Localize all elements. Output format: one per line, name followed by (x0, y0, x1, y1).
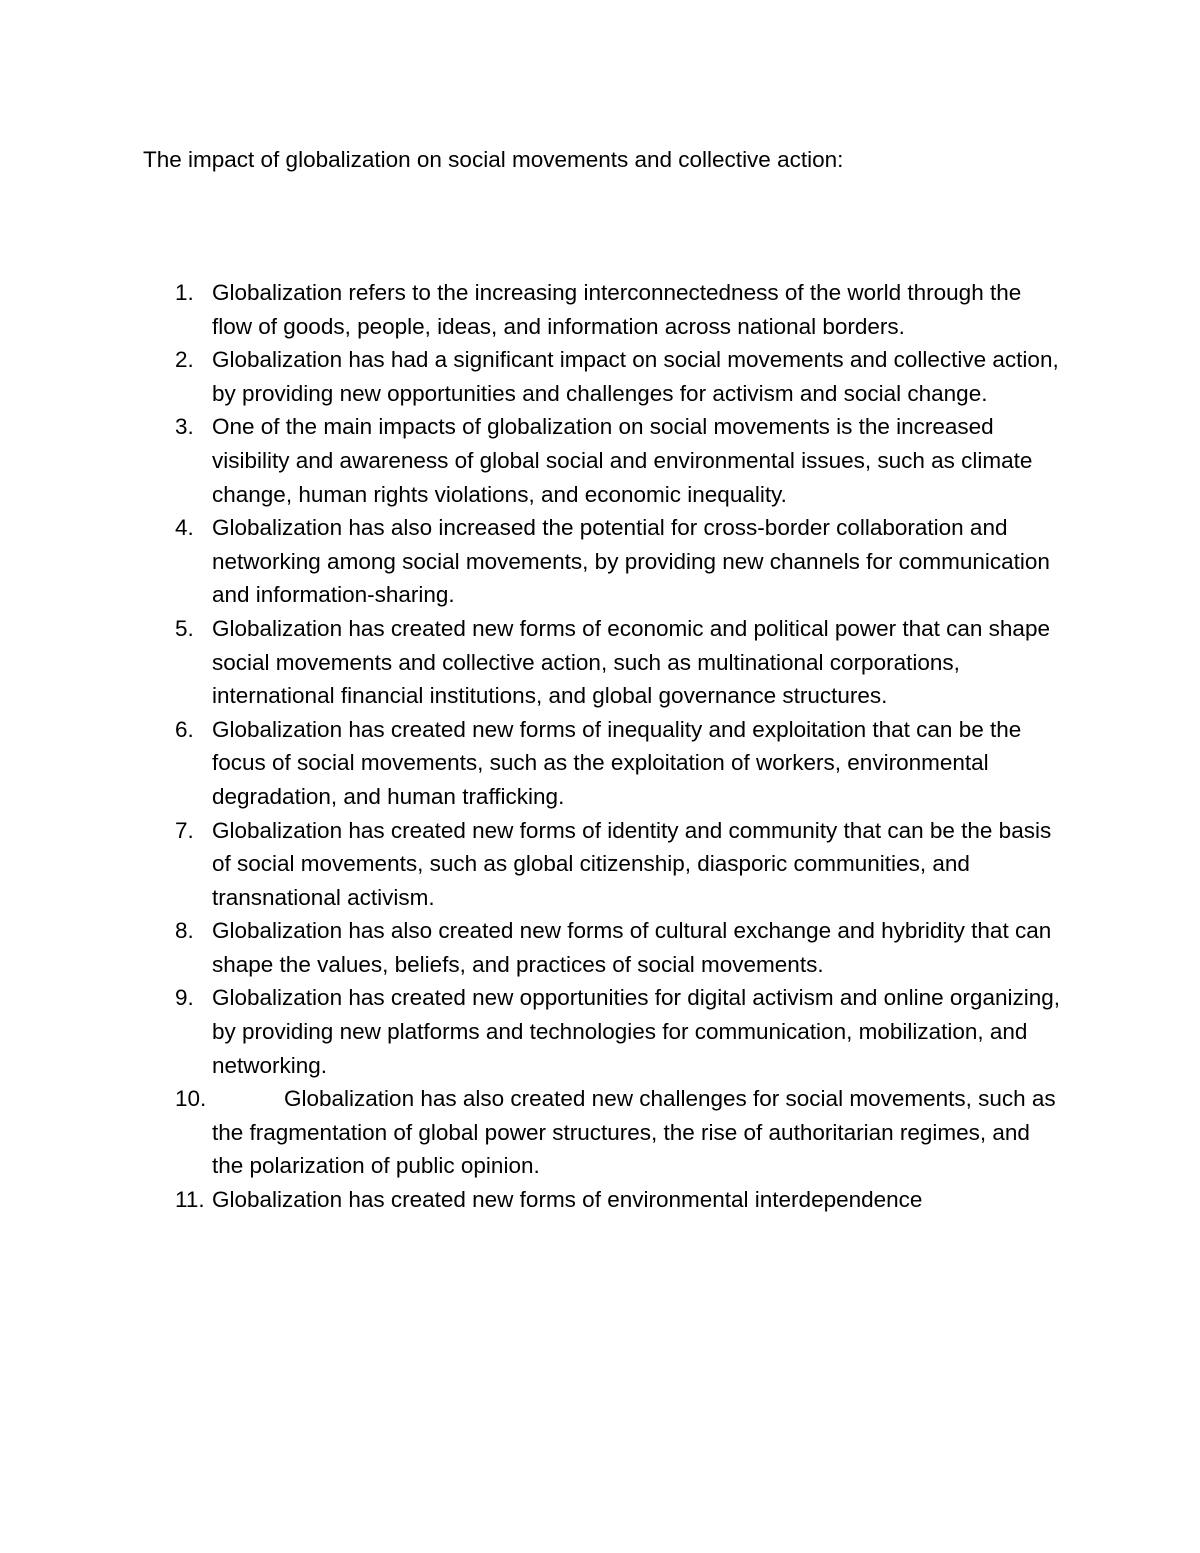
list-item (0, 981, 1062, 1082)
list-item (0, 713, 1062, 814)
list-item-number: 3. (175, 414, 194, 440)
list-item-number: 11. (175, 1187, 205, 1213)
list-item-number: 8. (175, 918, 194, 944)
list-item (0, 814, 1062, 915)
list-item (0, 612, 1062, 713)
list-item-text: Globalization refers to the increasing interconnectedness of the world through the flow of goods, people, ideas, and information across national borders. (212, 280, 1022, 339)
list-item (0, 410, 1062, 511)
list-item-text: Globalization has created new forms of environmental interdependence (212, 1187, 923, 1213)
list-item (0, 1082, 1062, 1183)
list-item-number: 9. (175, 985, 194, 1011)
list-item-number: 4. (175, 515, 194, 541)
document-title: The impact of globalization on social movements and collective action: (143, 147, 844, 172)
list-item-number: 2. (175, 347, 194, 373)
list-item-number: 6. (175, 716, 194, 742)
list-item (0, 276, 1062, 343)
list-item (0, 511, 1062, 612)
list-item-number: 7. (175, 817, 194, 843)
list-item-text: Globalization has created new opportunities for digital activism and online organizing, by providing new platforms and technologies for communication, mobilization, and networking. (212, 985, 1060, 1078)
list-item-number: 10. (175, 1086, 207, 1112)
list-item-number: 1. (175, 280, 194, 305)
list-item-text: Globalization has also created new challenges for social movements, such as the fragmentation of global power structures, the rise of authoritarian regimes, and the polarization of public opinion. (212, 1086, 1056, 1179)
list-item (0, 914, 1062, 981)
list-item (0, 1183, 1062, 1217)
list-item-text: One of the main impacts of globalization on social movements is the increased visibility and awareness of global social and environmental issues, such as climate change, human rights violations, and economic inequality. (212, 414, 1033, 507)
numbered-list (0, 276, 1200, 1217)
list-item (0, 343, 1062, 410)
list-item-text: Globalization has created new forms of identity and community that can be the basis of social movements, such as global citizenship, diasporic communities, and transnational activism. (212, 817, 1052, 910)
list-item-text: Globalization has also increased the potential for cross-border collaboration and networking among social movements, by providing new channels for communication and information-sharing. (212, 515, 1050, 608)
list-item-text: Globalization has had a significant impact on social movements and collective action, by providing new opportunities and challenges for activism and social change. (212, 347, 1059, 406)
list-item-text: Globalization has created new forms of inequality and exploitation that can be the focus of social movements, such as the exploitation of workers, environmental degradation, and human trafficking. (212, 716, 1022, 809)
list-item-number: 5. (175, 615, 194, 641)
list-item-text: Globalization has created new forms of economic and political power that can shape social movements and collective action, such as multinational corporations, international financial institutions, and global governance structures. (212, 615, 1050, 709)
list-item-text: Globalization has also created new forms of cultural exchange and hybridity that can shape the values, beliefs, and practices of social movements. (212, 918, 1052, 977)
